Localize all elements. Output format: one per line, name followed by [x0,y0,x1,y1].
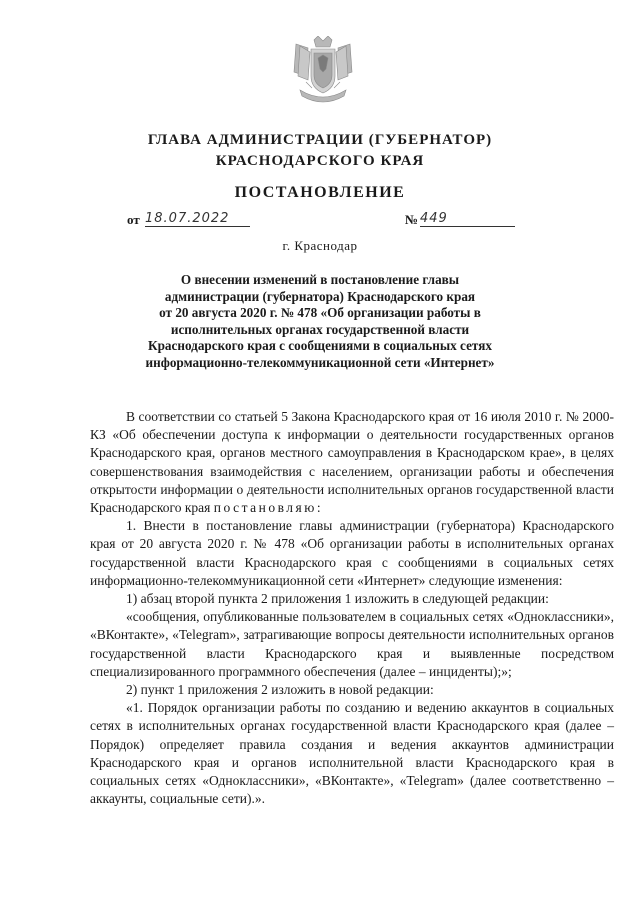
preamble-paragraph [90,408,614,517]
document-title [130,272,510,372]
krasnodar-coat-of-arms-icon [292,36,354,108]
document-type: ПОСТАНОВЛЕНИЕ [234,184,406,201]
decree-word: постановляю: [213,500,324,516]
title-line: Краснодарского края с сообщениями в социальных сетях [148,338,492,354]
subitem-2-paragraph: 2) пункт 1 приложения 2 изложить в новой редакции: [126,682,434,698]
title-line: О внесении изменений в постановление главы [180,272,460,287]
title-line: информационно-телекоммуникационной сети «Интернет» [145,354,495,370]
number-prefix: № [405,212,419,227]
quoted-text-paragraph: «1. Порядок организации работы по созданию и ведению аккаунтов в социальных сетях в исполнительных органах государственной власти Краснодарского края (далее – Порядок) определяет правила создания и ведения аккаунтов администрации Краснодарского края и органов исполнительной власти Краснодарского края в социальных сетях «Одноклассники», «ВКонтакте», «Telegram» (далее соответственно – аккаунты, социальные сети).». [90,700,614,807]
preamble-text: В соответствии со статьей 5 Закона Краснодарского края от 16 июля 2010 г. № 2000-КЗ «Об обеспечении доступа к информации о деятельности государственных органов Краснодарского края, органов местного самоуправления в Краснодарском крае», в целях совершенствования взаимодействия с населением, организации работы и обеспечения открытости информации о деятельности исполнительных органов государственной власти Краснодарского края [90,409,614,516]
date-number-line [0,212,640,234]
document-date: 18.07.2022 [145,211,250,227]
title-line: от 20 августа 2020 г. № 478 «Об организации работы в [159,305,481,321]
quoted-text-paragraph: «сообщения, опубликованные пользователем в социальных сетях «Одноклассники», «ВКонтакте», «Telegram», затрагивающие вопросы деятельности исполнительных органов государственной власти Краснодарского края и выявленные посредством специализированного программного обеспечения (далее – инциденты);»; [90,609,614,679]
title-line: администрации (губернатора) Краснодарского края [164,288,476,304]
org-title-line-1: ГЛАВА АДМИНИСТРАЦИИ (ГУБЕРНАТОР) [147,132,493,148]
title-line: исполнительных органах государственной власти [170,321,470,337]
org-title-line-2: КРАСНОДАРСКОГО КРАЯ [215,153,425,169]
item-1-paragraph: 1. Внести в постановление главы администрации (губернатора) Краснодарского края от 20 августа 2020 г. № 478 «Об организации работы в исполнительных органах государственной власти Краснодарского края с сообщениями в социальных сетях информационно-телекоммуникационной сети «Интернет» следующие изменения: [90,518,614,588]
document-body [90,408,614,808]
subitem-1-paragraph: 1) абзац второй пункта 2 приложения 1 изложить в следующей редакции: [126,591,549,607]
city-line: г. Краснодар [282,238,358,253]
document-number: 449 [420,211,515,227]
date-prefix: от [127,212,140,227]
